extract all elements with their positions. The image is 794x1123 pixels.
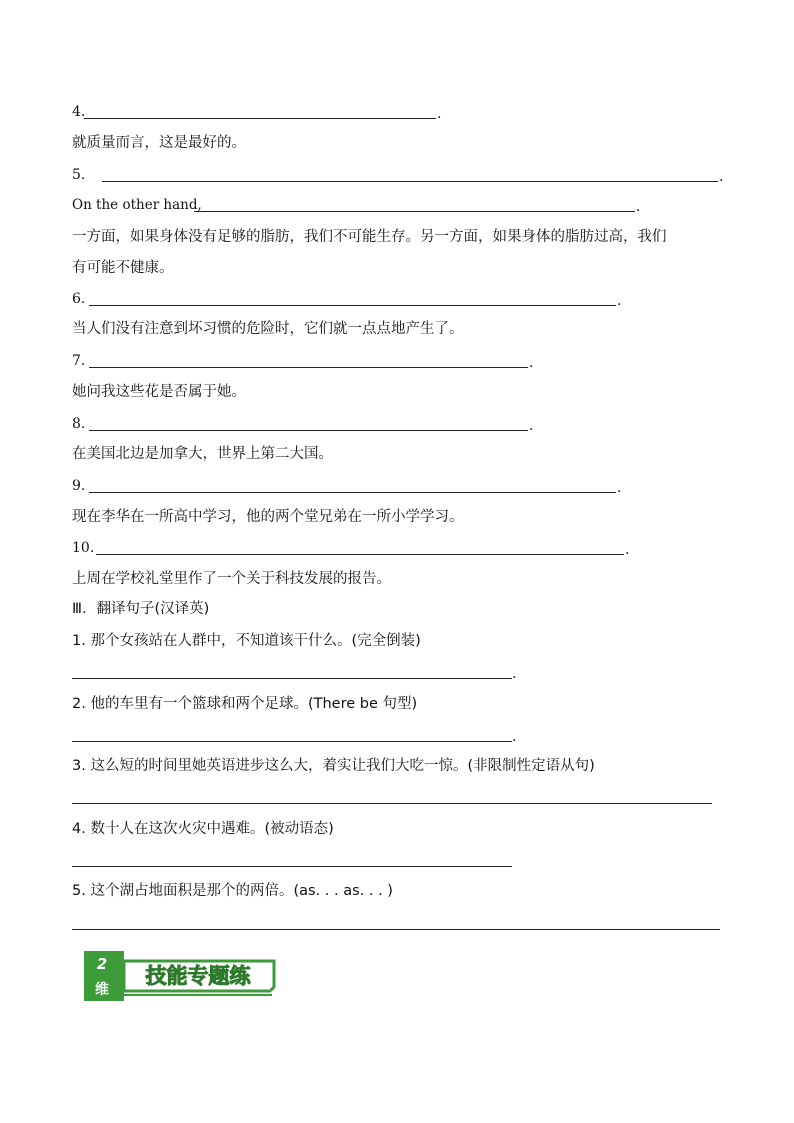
translation-prompt: 5. 这个湖占地面积是那个的两倍。(as. . . as. . . ): [72, 883, 393, 899]
period: .: [512, 666, 517, 682]
translation-prompt: 1. 那个女孩站在人群中，不知道该干什么。(完全倒装): [72, 633, 421, 649]
translation-prompt: 3. 这么短的时间里她英语进步这么大，着实让我们大吃一惊。(非限制性定语从句): [72, 758, 595, 774]
prefix-text: On the other hand,: [72, 197, 202, 213]
banner-badge-text: 维: [95, 982, 109, 998]
answer-blank[interactable]: [89, 305, 616, 306]
period: .: [529, 355, 534, 371]
chinese-sentence: 当人们没有注意到坏习惯的危险时，它们就一点点地产生了。: [72, 321, 464, 337]
period: .: [437, 106, 442, 122]
chinese-sentence: 在美国北边是加拿大，世界上第二大国。: [72, 446, 333, 462]
item-number: 8.: [72, 416, 86, 432]
period: .: [719, 169, 724, 185]
period: .: [512, 729, 517, 745]
section-banner: [80, 949, 280, 1003]
banner-number: 2: [96, 955, 108, 973]
answer-blank[interactable]: [72, 741, 512, 742]
answer-blank-2[interactable]: [194, 211, 635, 212]
answer-blank[interactable]: [89, 367, 528, 368]
answer-blank[interactable]: [72, 866, 512, 867]
answer-blank[interactable]: [89, 492, 616, 493]
translation-prompt: 4. 数十人在这次火灾中遇难。(被动语态): [72, 821, 334, 837]
translation-prompt: 2. 他的车里有一个篮球和两个足球。(There be 句型): [72, 696, 418, 712]
chinese-sentence: 就质量而言，这是最好的。: [72, 135, 246, 151]
period: .: [529, 418, 534, 434]
item-number: 6.: [72, 291, 86, 307]
item-number: 7.: [72, 353, 86, 369]
answer-blank[interactable]: [102, 181, 718, 182]
answer-blank[interactable]: [72, 678, 512, 679]
chinese-sentence: 上周在学校礼堂里作了一个关于科技发展的报告。: [72, 571, 391, 587]
chinese-sentence: 一方面，如果身体没有足够的脂肪，我们不可能生存。另一方面，如果身体的脂肪过高，我们: [72, 229, 667, 245]
chinese-sentence-cont: 有可能不健康。: [72, 260, 174, 276]
answer-blank[interactable]: [96, 554, 624, 555]
banner-graphic: [80, 949, 280, 1003]
answer-blank[interactable]: [84, 118, 436, 119]
period: .: [636, 199, 641, 215]
item-number: 5.: [72, 167, 86, 183]
answer-blank[interactable]: [72, 929, 720, 930]
answer-blank[interactable]: [72, 803, 712, 804]
answer-blank[interactable]: [89, 430, 528, 431]
chinese-sentence: 她问我这些花是否属于她。: [72, 384, 246, 400]
period: .: [617, 480, 622, 496]
banner-title: 技能专题练: [145, 964, 251, 988]
item-number: 4.: [72, 104, 86, 120]
chinese-sentence: 现在李华在一所高中学习，他的两个堂兄弟在一所小学学习。: [72, 509, 464, 525]
item-number: 9.: [72, 478, 86, 494]
period: .: [617, 293, 622, 309]
period: .: [625, 542, 630, 558]
section-heading: Ⅲ．翻译句子(汉译英): [72, 601, 210, 617]
item-number: 10.: [72, 540, 95, 556]
